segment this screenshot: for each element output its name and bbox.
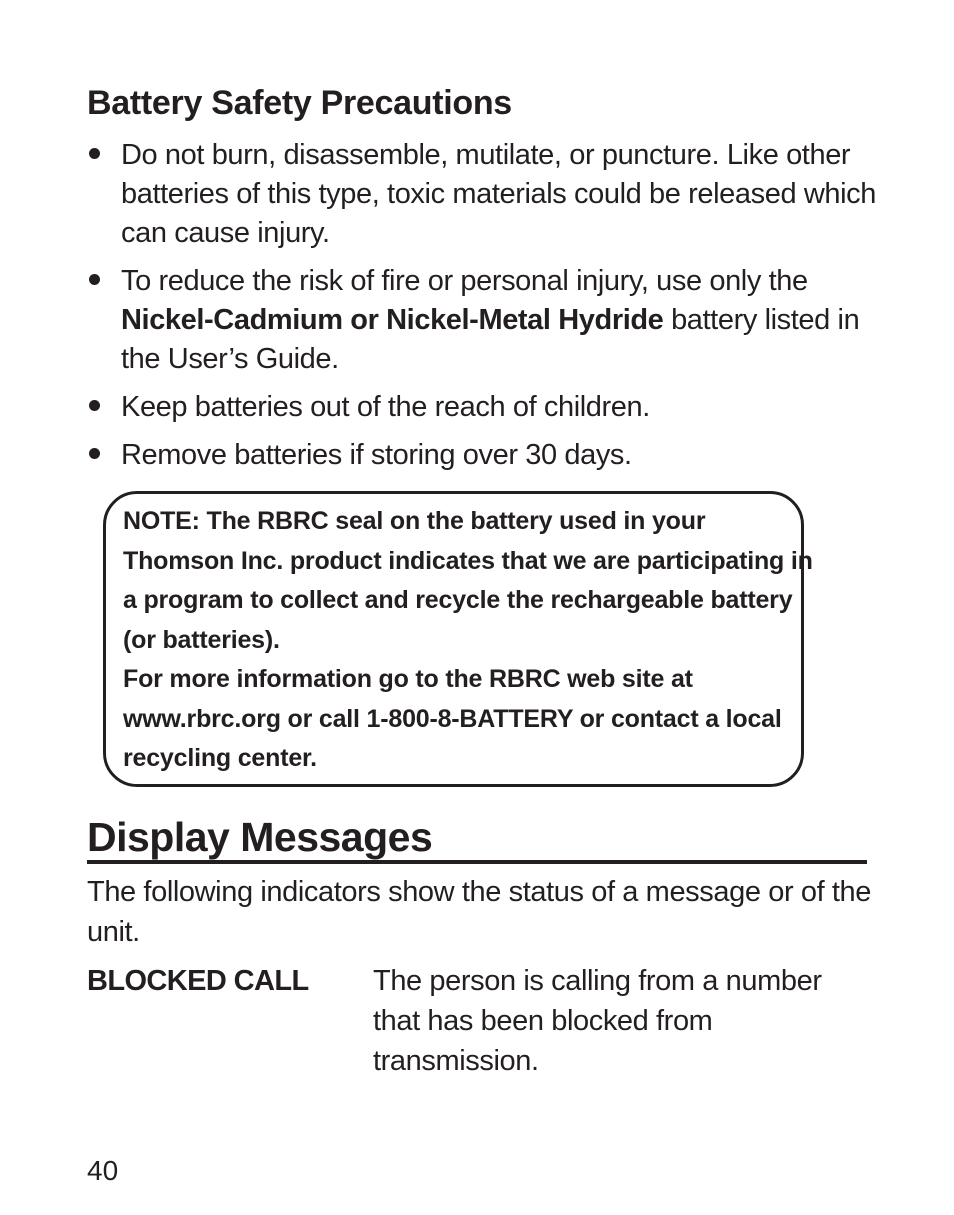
rbrc-note-line2: For more information go to the RBRC web site at www.rbrc.org or call 1-800-8-BATTERY or contact a local recycling center. xyxy=(123,665,782,772)
list-item xyxy=(87,262,877,379)
bullet-text-before: To reduce the risk of fire or personal injury, use only the xyxy=(121,265,808,297)
bullet-text: Keep batteries out of the reach of children. xyxy=(121,391,650,423)
display-messages-intro: The following indicators show the status of a message or of the unit. xyxy=(87,876,872,948)
display-messages-heading: Display Messages xyxy=(87,814,433,860)
list-item xyxy=(87,388,877,427)
bullet-icon xyxy=(89,274,100,285)
bullet-text: Do not burn, disassemble, mutilate, or puncture. Like other batteries of this type, toxic materials could be released which can cause injury. xyxy=(121,139,876,249)
battery-type-emphasis: Nickel-Cadmium or Nickel-Metal Hydride xyxy=(121,304,664,336)
list-item xyxy=(87,436,877,475)
message-term-blocked-call: BLOCKED CALL xyxy=(87,965,309,997)
bullet-text: Remove batteries if storing over 30 days. xyxy=(121,439,632,471)
page-number: 40 xyxy=(87,1155,119,1186)
list-item xyxy=(87,136,877,253)
battery-safety-heading: Battery Safety Precautions xyxy=(87,84,512,122)
heading-underline xyxy=(87,860,867,864)
message-definition-blocked-call: The person is calling from a number that has been blocked from transmission. xyxy=(373,965,822,1077)
bullet-text-after: battery listed in the User’s Guide. xyxy=(121,304,860,375)
rbrc-note-text xyxy=(123,502,813,779)
bullet-icon xyxy=(89,448,100,459)
battery-safety-list xyxy=(87,136,877,484)
bullet-icon xyxy=(89,400,100,411)
bullet-icon xyxy=(89,148,100,159)
rbrc-note-line1: NOTE: The RBRC seal on the battery used in your Thomson Inc. product indicates that we are participating in a program to collect and recycle the rechargeable battery (or batteries). xyxy=(123,507,813,654)
